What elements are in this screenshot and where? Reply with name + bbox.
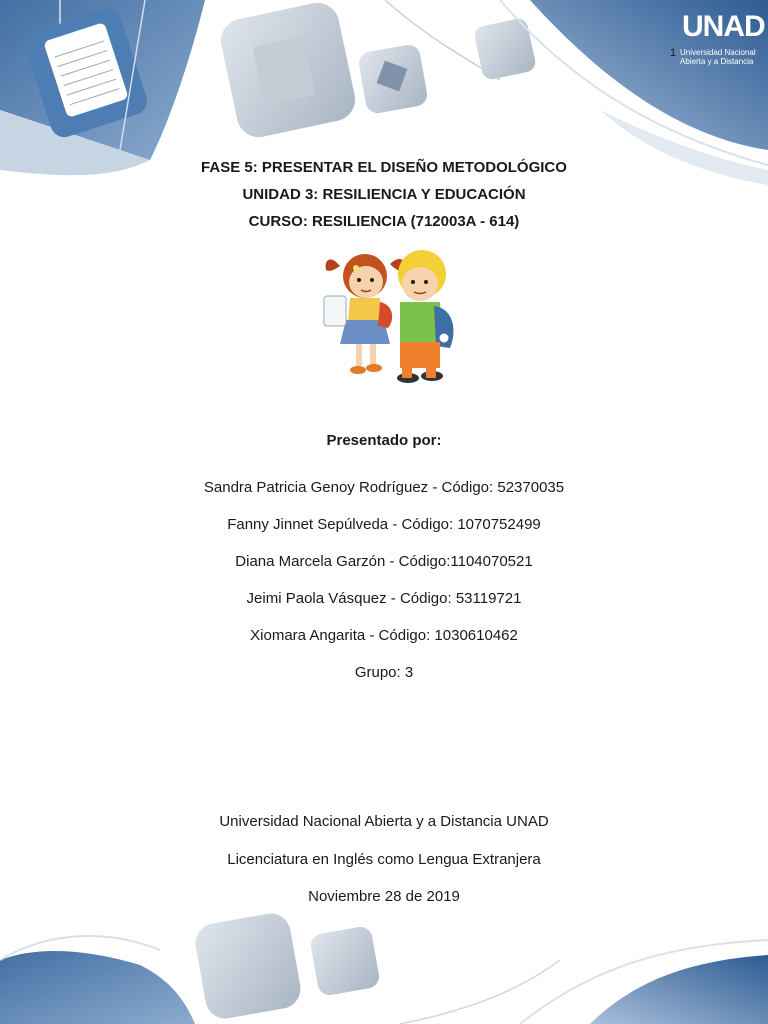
footer-block xyxy=(0,803,768,916)
author-line: Jeimi Paola Vásquez - Código: 53119721 xyxy=(246,590,522,607)
logo-word: UNAD xyxy=(682,10,765,43)
program-name: Licenciatura en Inglés como Lengua Extranjera xyxy=(227,850,541,868)
title-block xyxy=(0,154,768,235)
author-line: Sandra Patricia Genoy Rodríguez - Código: 52370035 xyxy=(203,479,565,496)
course-title: CURSO: RESILIENCIA (712003A - 614) xyxy=(248,213,520,230)
university-name: Universidad Nacional Abierta y a Distancia UNAD xyxy=(219,813,549,830)
page-number: 1 xyxy=(670,47,677,59)
logo-subtitle-line1: Universidad Nacional xyxy=(680,48,756,57)
author-line: Xiomara Angarita - Código: 1030610462 xyxy=(250,627,518,644)
children-with-backpacks-icon xyxy=(316,244,464,396)
author-line: Diana Marcela Garzón - Código:1104070521 xyxy=(235,553,533,570)
presented-by-label: Presentado por: xyxy=(326,432,442,449)
logo-subtitle-line2: Abierta y a Distancia xyxy=(680,57,754,66)
author-line: Fanny Jinnet Sepúlveda - Código: 1070752499 xyxy=(227,516,541,533)
document-date: Noviembre 28 de 2019 xyxy=(308,888,460,905)
group-line: Grupo: 3 xyxy=(354,664,414,681)
phase-title: FASE 5: PRESENTAR EL DISEÑO METODOLÓGICO xyxy=(201,159,567,176)
unit-title: UNIDAD 3: RESILIENCIA Y EDUCACIÓN xyxy=(242,186,526,203)
logo-subtitle xyxy=(680,48,756,66)
authors-list xyxy=(0,469,768,691)
unad-logo-icon xyxy=(676,6,765,72)
